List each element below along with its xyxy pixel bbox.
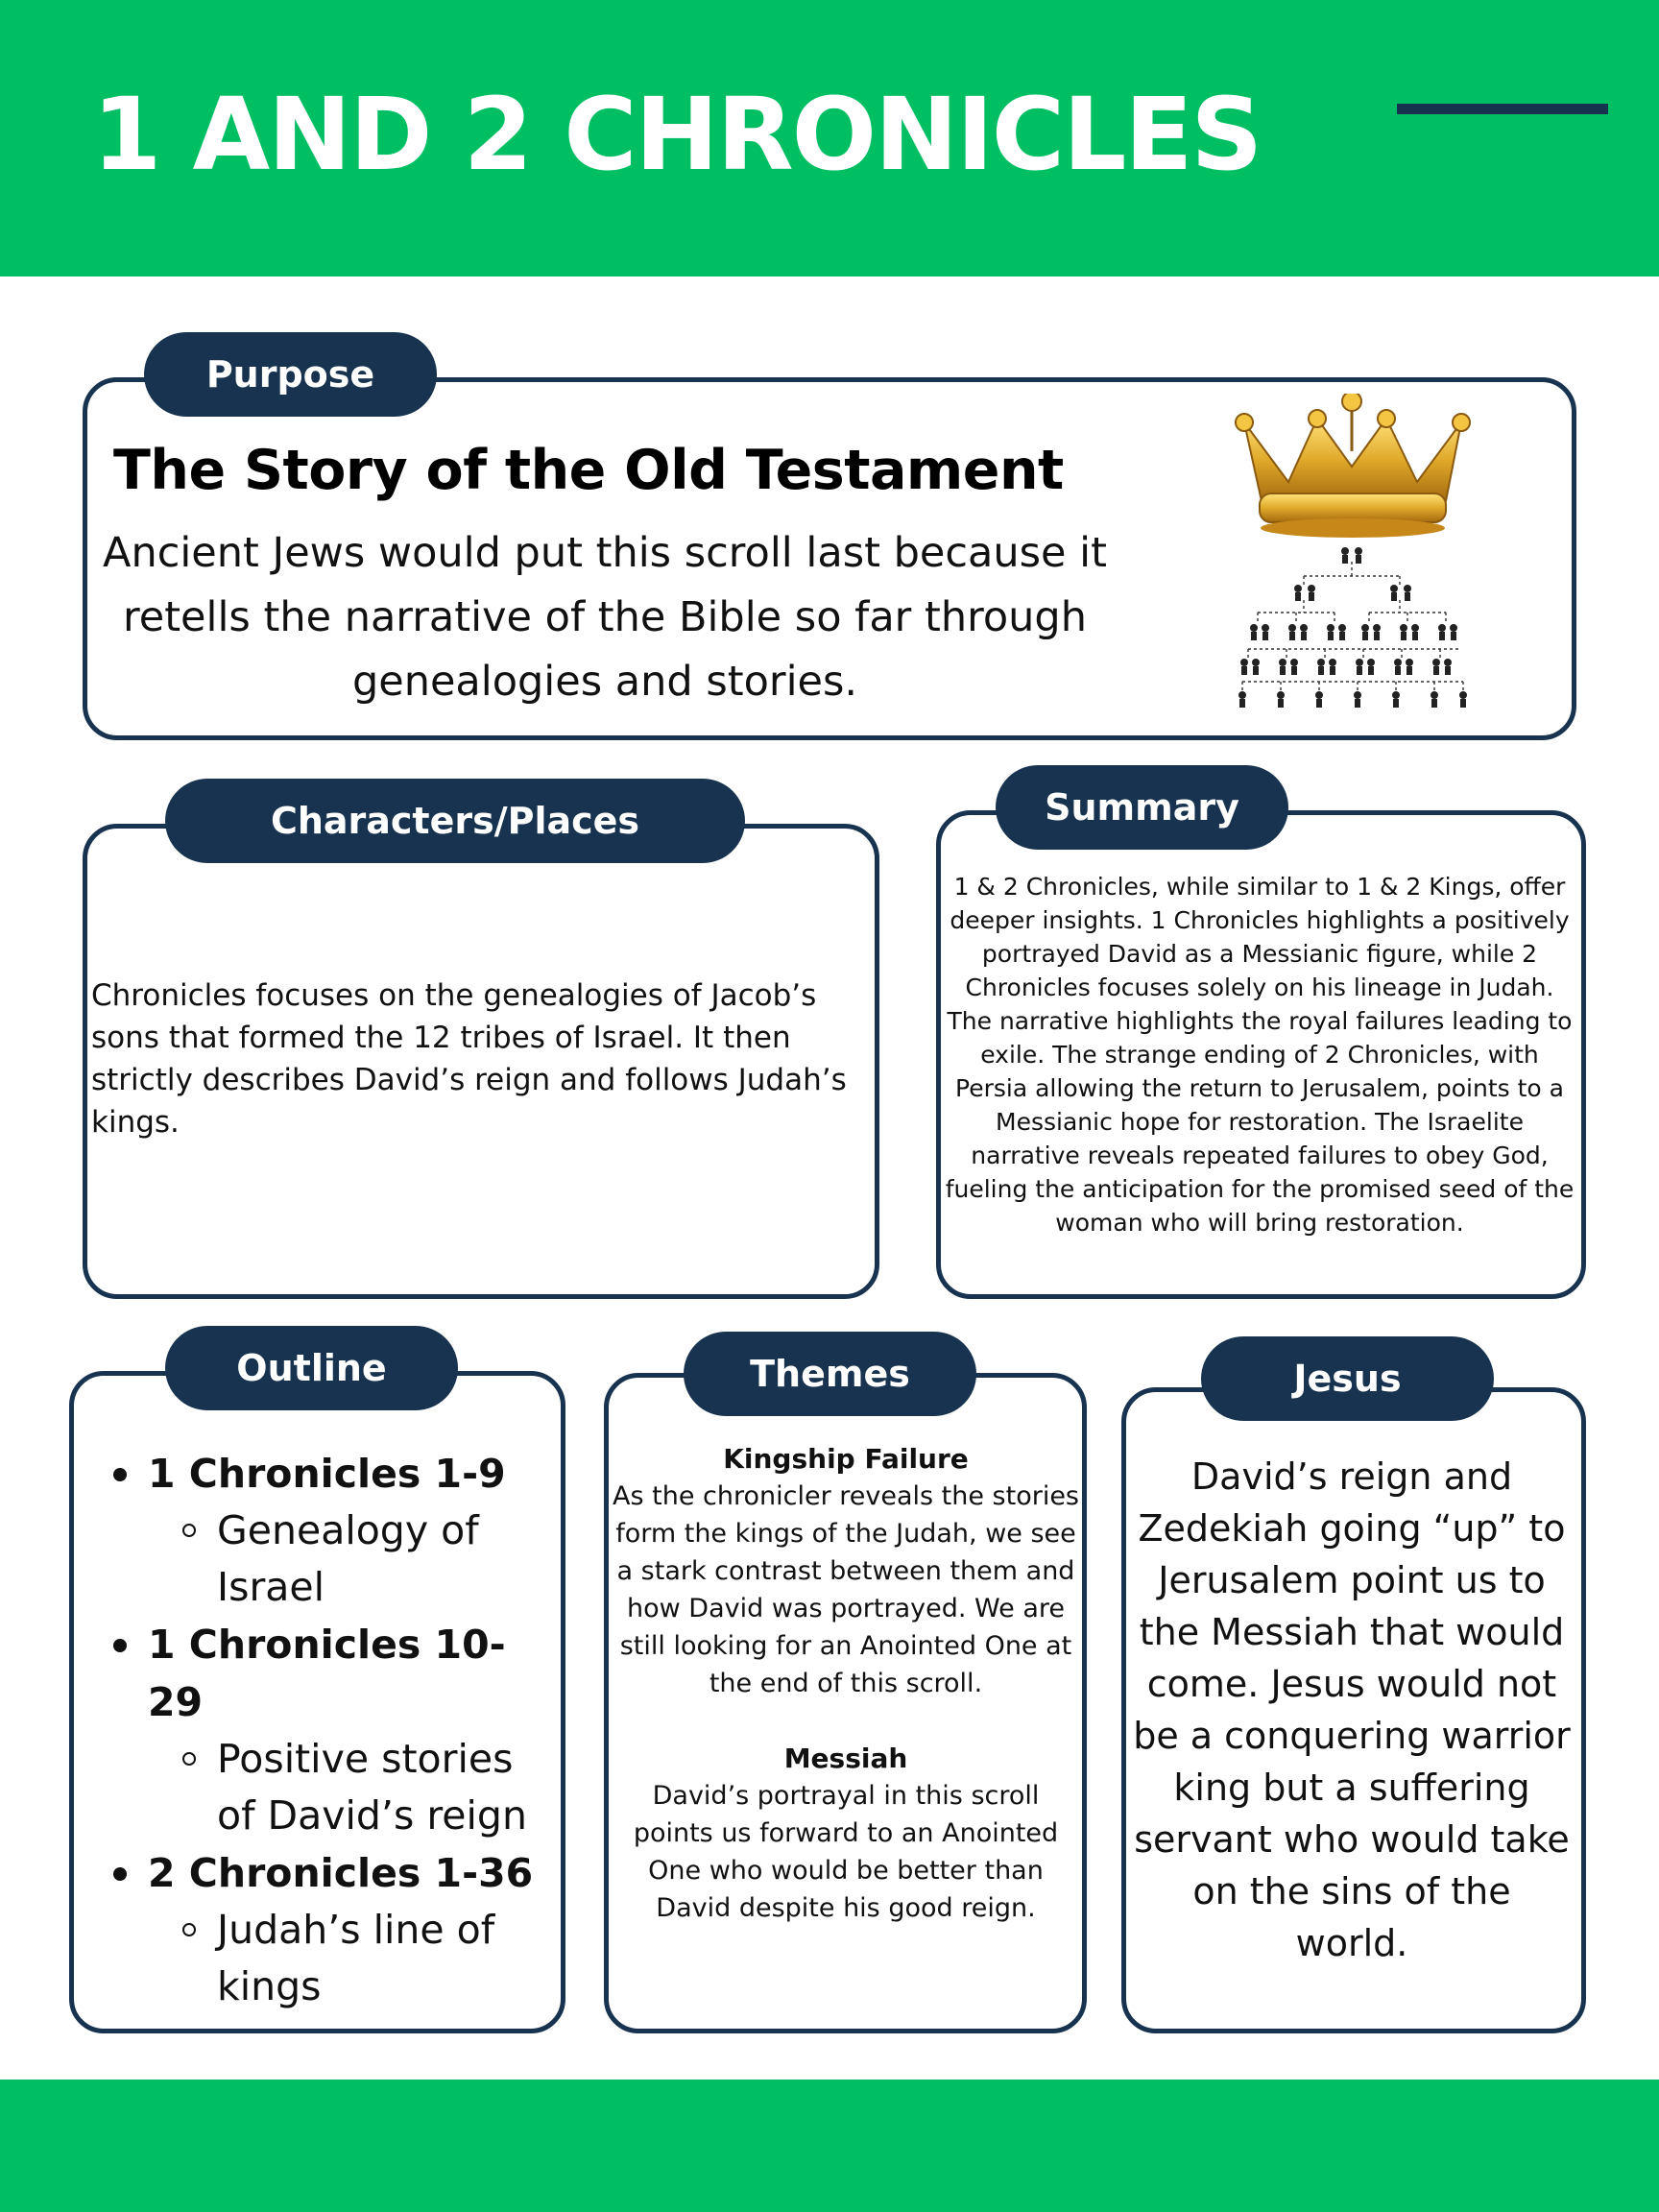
- outline-item: 2 Chronicles 1-36: [108, 1844, 559, 1902]
- crown-icon: [1236, 394, 1470, 538]
- outline-subitem: Genealogy of Israel: [108, 1503, 559, 1616]
- header-rule: [1397, 104, 1608, 114]
- purpose-text: Ancient Jews would put this scroll last because it retells the narrative of the Bible so far through genealogies and stories.: [103, 529, 1107, 706]
- theme-spacer: [611, 1702, 1081, 1740]
- jesus-text: David’s reign and Zedekiah going “up” to Jerusalem point us to the Messiah that would come. Jesus would not be a conquering warrior king but a suffering servant who would take on the sins of the world.: [1133, 1455, 1571, 1964]
- outline-subitem: Positive stories of David’s reign: [108, 1731, 559, 1844]
- outline-subitem: Judah’s line of kings: [108, 1902, 559, 2015]
- jesus-label: Jesus: [1201, 1336, 1494, 1421]
- family-tree-people: [1238, 547, 1467, 708]
- themes-content: [611, 1440, 1081, 1927]
- theme-body: David’s portrayal in this scroll points us forward to an Anointed One who would be better than David despite his good reign.: [633, 1781, 1059, 1923]
- footer-band: [0, 2080, 1659, 2212]
- characters-label: Characters/Places: [165, 779, 745, 863]
- theme-body: As the chronicler reveals the stories form the kings of the Judah, we see a stark contrast between them and how David was portrayed. We are still looking for an Anointed One at the end of this scroll.: [613, 1481, 1079, 1698]
- characters-text: Chronicles focuses on the genealogies of Jacob’s sons that formed the 12 tribes of Israel. It then strictly describes David’s reign and follows Judah’s kings.: [91, 978, 847, 1140]
- purpose-heading: The Story of the Old Testament: [113, 439, 1064, 502]
- purpose-label: Purpose: [144, 332, 437, 417]
- crown-family-tree-illustration: [1229, 394, 1479, 715]
- outline-item: 1 Chronicles 1-9: [108, 1445, 559, 1503]
- family-tree-icon: [1242, 562, 1463, 691]
- page-title: 1 AND 2 CHRONICLES: [92, 76, 1262, 193]
- summary-text: 1 & 2 Chronicles, while similar to 1 & 2 Kings, offer deeper insights. 1 Chronicles highlights a positively portrayed David as a Messianic figure, while 2 Chronicles focuses solely on his lineage in Judah. The narrative highlights the royal failures leading to exile. The strange ending of 2 Chronicles, with Persia allowing the return to Jerusalem, points to a Messianic hope for restoration. The Israelite narrative reveals repeated failures to obey God, fueling the anticipation for the promised seed of the woman who will bring restoration.: [945, 873, 1575, 1237]
- theme-title: Messiah: [783, 1743, 908, 1774]
- summary-label: Summary: [996, 765, 1288, 850]
- theme-title: Kingship Failure: [723, 1443, 969, 1475]
- outline-item: 1 Chronicles 10-29: [108, 1616, 559, 1731]
- themes-label: Themes: [684, 1332, 976, 1416]
- outline-label: Outline: [165, 1326, 458, 1410]
- outline-list: [108, 1445, 559, 2015]
